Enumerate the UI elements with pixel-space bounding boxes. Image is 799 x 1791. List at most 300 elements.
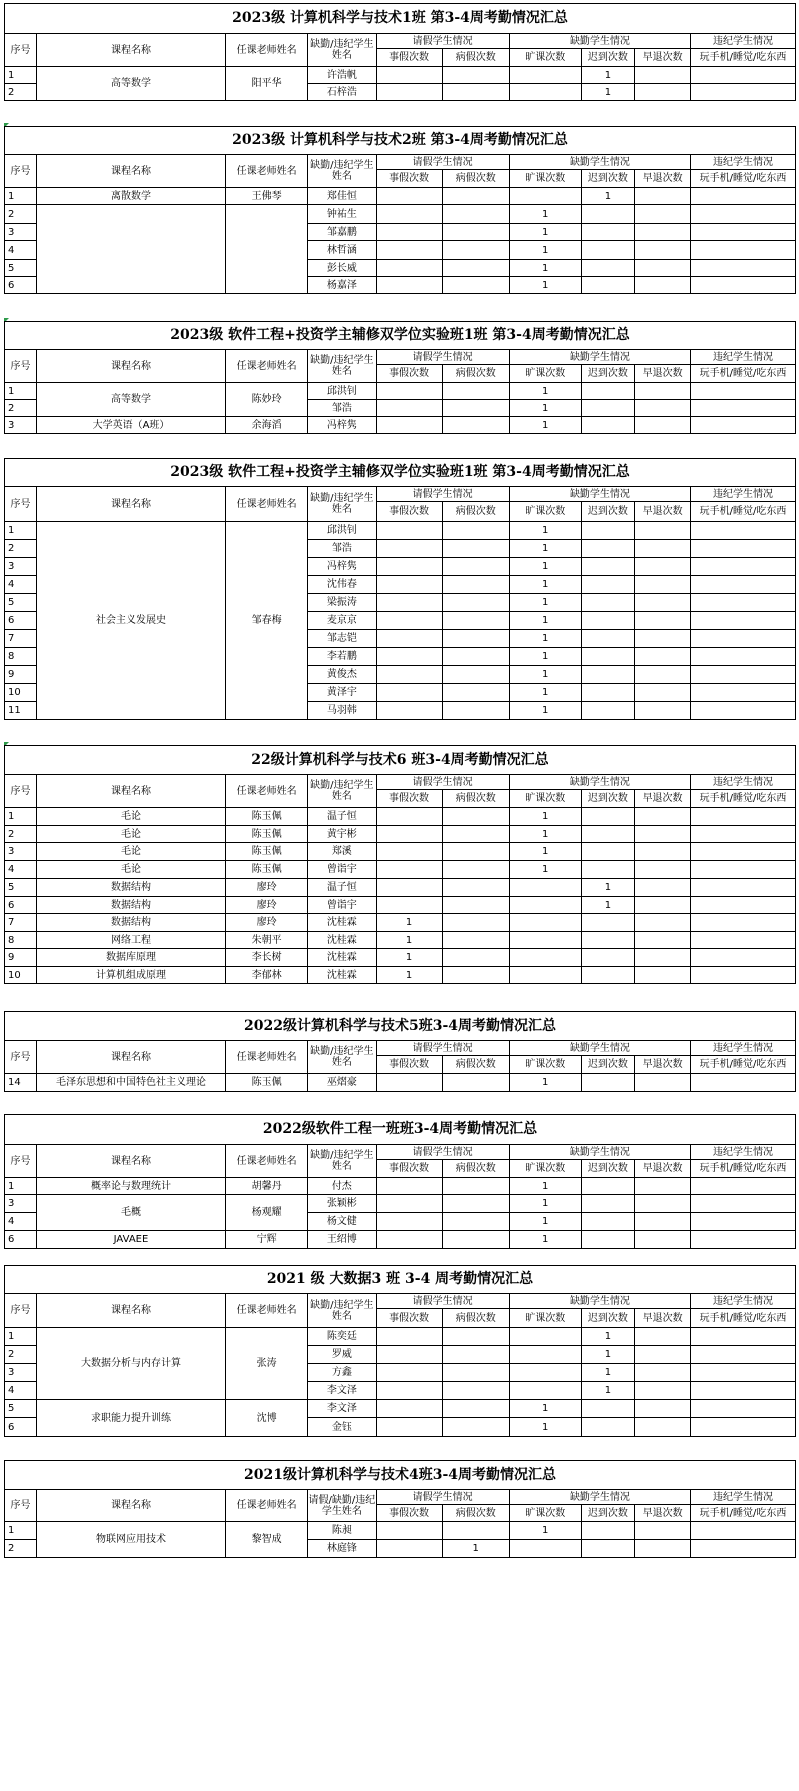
cell-early [635,1400,691,1418]
cell-seq: 7 [5,914,37,932]
cell-teacher: 陈玉佩 [226,861,308,879]
cell-early [635,417,691,434]
cell-teacher: 沈博 [226,1400,308,1437]
cell-teacher: 陈玉佩 [226,826,308,843]
cell-seq: 9 [5,949,37,967]
cell-late [581,684,635,702]
cell-student: 陈昶 [308,1522,376,1540]
header-discipline-group: 违纪学生情况 [690,1145,795,1160]
cell-late [581,702,635,720]
cell-truancy [509,879,581,897]
header-teacher: 任课老师姓名 [226,34,308,67]
cell-seq: 4 [5,241,37,260]
header-late: 迟到次数 [581,1160,635,1178]
attendance-table [4,458,796,720]
header-early-leave: 早退次数 [635,502,691,522]
cell-seq: 3 [5,843,37,861]
cell-student: 沈桂霖 [308,914,376,932]
cell-student: 黄泽宇 [308,684,376,702]
header-personal-leave: 事假次数 [376,170,442,188]
table-row [5,1074,796,1092]
cell-student: 林庭锋 [308,1540,376,1558]
table-row [5,861,796,879]
header-early-leave: 早退次数 [635,1505,691,1522]
cell-truancy [509,897,581,914]
cell-seq: 6 [5,612,37,630]
cell-truancy [509,1382,581,1400]
header-violation: 玩手机/睡觉/吃东西 [690,1160,795,1178]
header-discipline-group: 违纪学生情况 [691,487,796,502]
header-late: 迟到次数 [581,1505,635,1522]
cell-sick [442,67,509,84]
header-student: 缺勤/违纪学生姓名 [308,1145,376,1178]
table-title: 2022级计算机科学与技术5班3-4周考勤情况汇总 [5,1012,796,1041]
cell-seq: 3 [5,224,37,241]
table-row [5,522,796,540]
cell-teacher: 陈玉佩 [226,843,308,861]
cell-late: 1 [581,67,635,84]
cell-truancy: 1 [509,1074,581,1092]
table-row [5,188,796,205]
cell-seq: 1 [5,383,37,400]
cell-teacher: 宁辉 [226,1231,308,1249]
cell-student: 邹浩 [308,540,376,558]
cell-violation [690,1178,795,1195]
cell-personal [376,205,442,224]
cell-violation [691,702,796,720]
cell-violation [691,1382,796,1400]
cell-early [635,843,691,861]
cell-early [635,1522,691,1540]
header-course: 课程名称 [36,1145,225,1178]
cell-seq: 7 [5,630,37,648]
cell-student: 邱洪钊 [308,383,376,400]
header-leave-group: 请假学生情况 [376,1294,509,1309]
cell-teacher: 陈玉佩 [226,1074,308,1092]
header-absence-group: 缺勤学生情况 [509,34,690,49]
cell-early [635,1540,691,1558]
header-discipline-group: 违纪学生情况 [691,1041,796,1056]
cell-violation [691,522,796,540]
cell-course: 网络工程 [36,932,225,949]
cell-violation [691,400,796,417]
cell-student: 彭长威 [308,260,376,277]
cell-truancy: 1 [509,1400,581,1418]
header-course: 课程名称 [36,487,225,522]
cell-personal [376,576,442,594]
cell-course: 数据结构 [36,879,225,897]
cell-sick [442,843,509,861]
cell-course: 高等数学 [36,67,225,101]
header-course: 课程名称 [36,1490,225,1522]
cell-sick [442,1231,509,1249]
header-student: 缺勤/违纪学生姓名 [308,775,376,808]
cell-late [581,1195,635,1213]
cell-student: 曾诣宇 [308,861,376,879]
cell-violation [691,1328,796,1346]
cell-student: 温子恒 [308,808,376,826]
cell-course: 毛论 [36,826,225,843]
cell-personal [376,1213,442,1231]
header-student: 缺勤/违纪学生姓名 [308,34,376,67]
cell-course: 数据库原理 [36,949,225,967]
header-student: 缺勤/违纪学生姓名 [308,487,376,522]
cell-personal [376,808,442,826]
cell-seq: 6 [5,1418,37,1437]
cell-early [635,383,691,400]
cell-sick [442,1364,509,1382]
cell-student: 邹浩 [308,400,376,417]
header-late: 迟到次数 [581,1309,635,1328]
header-leave-group: 请假学生情况 [376,1490,509,1505]
cell-sick [442,522,509,540]
header-truancy: 旷课次数 [509,365,581,383]
attendance-table [4,1265,796,1437]
cell-truancy [509,932,581,949]
cell-late [581,861,635,879]
cell-seq: 5 [5,879,37,897]
cell-course [36,205,225,294]
cell-early [635,861,691,879]
table-title: 2023级 计算机科学与技术2班 第3-4周考勤情况汇总 [5,127,796,155]
header-violation: 玩手机/睡觉/吃东西 [691,1056,796,1074]
cell-violation [691,1400,796,1418]
table-row [5,1231,796,1249]
cell-early [635,967,691,984]
cell-truancy: 1 [509,861,581,879]
cell-early [635,808,691,826]
cell-truancy: 1 [509,224,581,241]
header-seq: 序号 [5,1294,37,1328]
cell-truancy: 1 [509,205,581,224]
cell-student: 罗威 [308,1346,376,1364]
cell-personal [376,594,442,612]
cell-sick [442,648,509,666]
header-student: 缺勤/违纪学生姓名 [308,1294,376,1328]
cell-seq: 8 [5,932,37,949]
header-course: 课程名称 [36,155,225,188]
header-late: 迟到次数 [581,790,635,808]
header-sick-leave: 病假次数 [442,502,509,522]
table-title: 2021级计算机科学与技术4班3-4周考勤情况汇总 [5,1461,796,1490]
cell-early [635,576,691,594]
table-row [5,949,796,967]
cell-student: 温子恒 [308,879,376,897]
cell-late [581,1074,635,1092]
cell-seq: 3 [5,417,37,434]
header-truancy: 旷课次数 [509,502,581,522]
cell-teacher: 李长树 [226,949,308,967]
cell-late [581,826,635,843]
table-title: 2022级软件工程一班班3-4周考勤情况汇总 [5,1115,796,1145]
attendance-table [4,321,796,434]
cell-late: 1 [581,897,635,914]
cell-seq: 11 [5,702,37,720]
cell-truancy [509,67,581,84]
cell-sick [442,879,509,897]
cell-seq: 2 [5,400,37,417]
cell-truancy: 1 [509,1522,581,1540]
cell-student: 付杰 [308,1178,376,1195]
cell-violation [690,1231,795,1249]
header-early-leave: 早退次数 [635,170,691,188]
cell-student: 李文泽 [308,1400,376,1418]
cell-violation [690,826,795,843]
cell-student: 沈伟春 [308,576,376,594]
table-row [5,879,796,897]
cell-student: 钟祐生 [308,205,376,224]
header-truancy: 旷课次数 [509,170,581,188]
cell-violation [690,914,795,932]
header-leave-group: 请假学生情况 [376,1145,509,1160]
cell-seq: 1 [5,1522,37,1540]
cell-truancy: 1 [509,684,581,702]
header-absence-group: 缺勤学生情况 [509,155,690,170]
cell-student: 杨嘉泽 [308,277,376,294]
cell-personal [376,1328,442,1346]
header-early-leave: 早退次数 [635,365,691,383]
attendance-table [4,3,796,101]
cell-sick [442,666,509,684]
cell-personal [376,383,442,400]
cell-sick [442,702,509,720]
table-row [5,826,796,843]
cell-sick: 1 [442,1540,509,1558]
header-truancy: 旷课次数 [509,1056,581,1074]
cell-late [581,612,635,630]
cell-early [635,67,691,84]
cell-late: 1 [581,879,635,897]
cell-sick [442,576,509,594]
cell-seq: 10 [5,967,37,984]
cell-personal [376,1074,442,1092]
header-leave-group: 请假学生情况 [376,34,509,49]
cell-seq: 2 [5,84,37,101]
cell-early [635,224,691,241]
cell-course: 社会主义发展史 [36,522,225,720]
cell-course: 概率论与数理统计 [36,1178,225,1195]
cell-course: 毛论 [36,843,225,861]
attendance-table [4,126,796,294]
header-discipline-group: 违纪学生情况 [691,34,796,49]
attendance-table [4,1011,796,1092]
table-row [5,205,796,224]
cell-late: 1 [581,84,635,101]
cell-sick [442,1346,509,1364]
header-truancy: 旷课次数 [509,1160,581,1178]
cell-late [581,400,635,417]
cell-teacher: 余海滔 [226,417,308,434]
cell-early [635,897,691,914]
cell-late [581,914,635,932]
cell-violation [691,241,796,260]
cell-violation [691,648,796,666]
cell-late: 1 [581,1328,635,1346]
header-course: 课程名称 [36,1294,225,1328]
cell-personal [376,241,442,260]
cell-early [635,540,691,558]
cell-personal [376,666,442,684]
cell-seq: 1 [5,67,37,84]
cell-sick [442,932,509,949]
table-row [5,808,796,826]
cell-truancy [509,914,581,932]
header-absence-group: 缺勤学生情况 [509,1490,690,1505]
cell-truancy [509,188,581,205]
cell-teacher: 陈玉佩 [226,808,308,826]
cell-violation [691,1346,796,1364]
header-personal-leave: 事假次数 [376,365,442,383]
header-violation: 玩手机/睡觉/吃东西 [691,49,796,67]
header-absence-group: 缺勤学生情况 [509,1041,690,1056]
cell-teacher: 阳平华 [226,67,308,101]
cell-student: 林哲涵 [308,241,376,260]
cell-truancy: 1 [509,594,581,612]
cell-early [635,400,691,417]
cell-late [581,1400,635,1418]
cell-personal: 1 [376,949,442,967]
cell-sick [442,383,509,400]
header-violation: 玩手机/睡觉/吃东西 [690,790,795,808]
cell-truancy: 1 [509,417,581,434]
cell-personal [376,1418,442,1437]
cell-student: 郑佳恒 [308,188,376,205]
header-sick-leave: 病假次数 [442,1056,509,1074]
cell-personal [376,702,442,720]
cell-violation [691,576,796,594]
cell-personal [376,224,442,241]
cell-late [581,224,635,241]
cell-late [581,1418,635,1437]
attendance-table [4,1460,796,1558]
cell-early [635,1328,691,1346]
header-seq: 序号 [5,155,37,188]
cell-early [635,188,691,205]
header-seq: 序号 [5,775,37,808]
cell-personal [376,277,442,294]
cell-student: 黄宇彬 [308,826,376,843]
header-course: 课程名称 [36,1041,225,1074]
cell-personal [376,188,442,205]
cell-late [581,241,635,260]
cell-violation [691,558,796,576]
header-leave-group: 请假学生情况 [376,775,509,790]
cell-violation [691,1522,796,1540]
cell-late [581,630,635,648]
header-early-leave: 早退次数 [635,1309,691,1328]
cell-personal [376,1195,442,1213]
header-teacher: 任课老师姓名 [226,155,308,188]
table-row [5,843,796,861]
cell-student: 冯梓隽 [308,558,376,576]
header-discipline-group: 违纪学生情况 [691,155,796,170]
cell-truancy [509,1346,581,1364]
cell-violation [691,205,796,224]
cell-sick [442,277,509,294]
cell-student: 沈桂霖 [308,949,376,967]
cell-early [635,1178,691,1195]
cell-truancy: 1 [509,1231,581,1249]
cell-personal [376,612,442,630]
header-student: 缺勤/违纪学生姓名 [308,155,376,188]
cell-teacher: 张涛 [226,1328,308,1400]
cell-personal [376,826,442,843]
cell-seq: 1 [5,1328,37,1346]
cell-truancy: 1 [509,400,581,417]
table-row [5,417,796,434]
cell-early [635,702,691,720]
cell-early [635,1418,691,1437]
cell-seq: 6 [5,277,37,294]
table-row [5,67,796,84]
cell-course: 离散数学 [36,188,225,205]
cell-late [581,666,635,684]
cell-late [581,1178,635,1195]
cell-late: 1 [581,1346,635,1364]
cell-student: 郑溪 [308,843,376,861]
header-truancy: 旷课次数 [509,1505,581,1522]
cell-truancy: 1 [509,702,581,720]
cell-course: 计算机组成原理 [36,967,225,984]
cell-seq: 5 [5,1400,37,1418]
cell-course: 毛论 [36,861,225,879]
cell-student: 许浩帆 [308,67,376,84]
cell-seq: 5 [5,594,37,612]
cell-truancy: 1 [509,612,581,630]
cell-violation [690,861,795,879]
cell-early [635,914,691,932]
cell-violation [690,843,795,861]
cell-sick [442,897,509,914]
cell-late [581,594,635,612]
header-seq: 序号 [5,1490,37,1522]
cell-late [581,383,635,400]
cell-sick [442,1400,509,1418]
cell-late [581,967,635,984]
cell-seq: 1 [5,1178,37,1195]
cell-late [581,540,635,558]
header-late: 迟到次数 [581,170,635,188]
cell-sick [442,540,509,558]
cell-truancy [509,84,581,101]
header-seq: 序号 [5,1145,37,1178]
cell-sick [442,400,509,417]
cell-late [581,1540,635,1558]
cell-student: 金钰 [308,1418,376,1437]
cell-teacher: 杨观耀 [226,1195,308,1231]
cell-late [581,205,635,224]
cell-violation [691,67,796,84]
header-personal-leave: 事假次数 [376,1309,442,1328]
cell-course: 毛概 [36,1195,225,1231]
cell-sick [442,1178,509,1195]
table-title: 2023级 计算机科学与技术1班 第3-4周考勤情况汇总 [5,4,796,34]
cell-personal [376,84,442,101]
header-sick-leave: 病假次数 [442,1160,509,1178]
header-discipline-group: 违纪学生情况 [691,1490,796,1505]
cell-student: 方鑫 [308,1364,376,1382]
cell-teacher: 朱朝平 [226,932,308,949]
cell-early [635,630,691,648]
cell-violation [691,188,796,205]
cell-late [581,648,635,666]
cell-violation [691,260,796,277]
cell-violation [691,666,796,684]
header-early-leave: 早退次数 [635,790,691,808]
table-row [5,967,796,984]
header-seq: 序号 [5,350,37,383]
table-row [5,1178,796,1195]
